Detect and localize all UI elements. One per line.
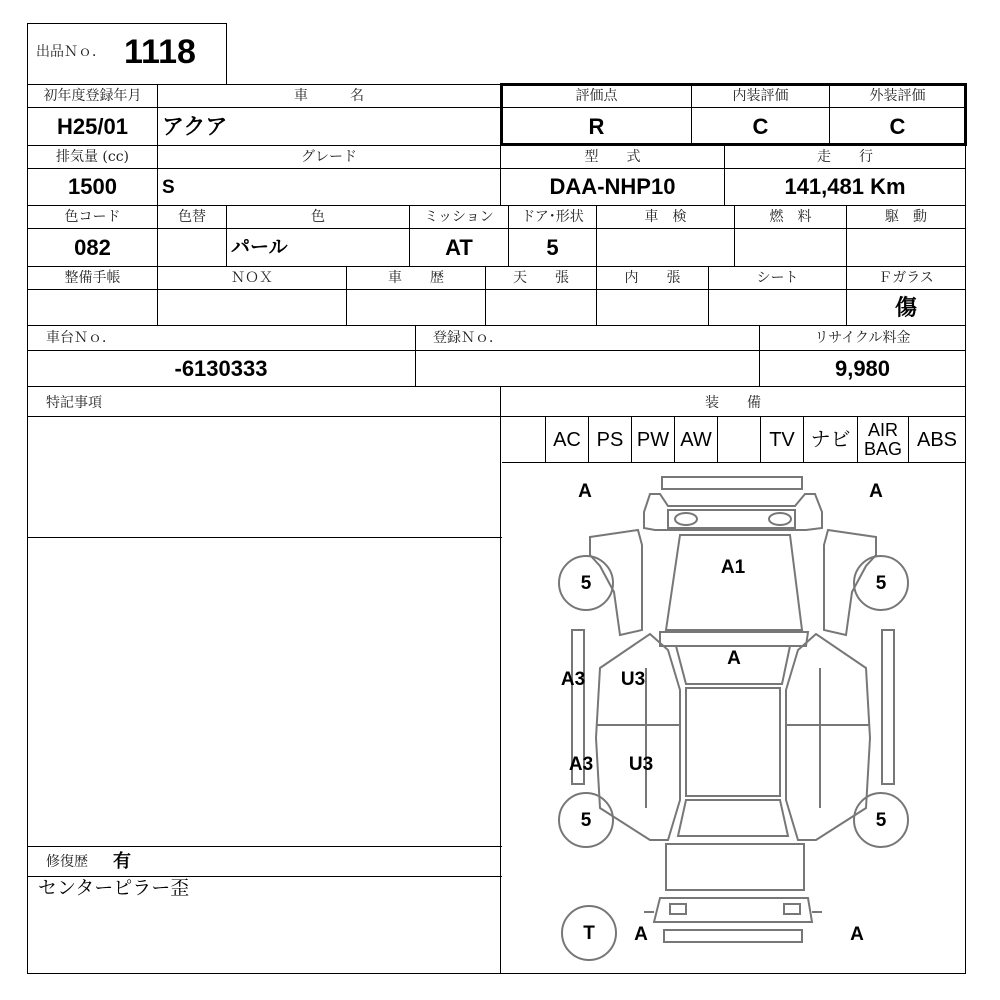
car-damage-diagram (503, 463, 965, 973)
seat-label: シート (756, 270, 799, 286)
transmission-label: ミッション (424, 209, 494, 225)
mark-left-front-door-u: U3 (620, 668, 646, 690)
exterior-value: C (889, 113, 906, 139)
equipment-item-blank (502, 417, 545, 462)
service-book-label: 整備手帳 (64, 270, 121, 286)
color-value: パール (231, 237, 288, 258)
service-book-value (27, 290, 158, 325)
interior-trim-value (597, 290, 708, 325)
seat-value (709, 290, 846, 325)
score-label: 評価点 (575, 88, 618, 104)
mark-left-rear-door-a: A3 (568, 753, 594, 775)
equipment-item-pw: PW (636, 428, 670, 451)
equipment-item-blank-2 (718, 417, 760, 462)
roof-label: 天 張 (513, 270, 569, 286)
displacement-label: 排気量 (cc) (55, 149, 130, 165)
equipment-item-tv: TV (769, 428, 795, 451)
lot-label: 出品Ｎｏ． (36, 44, 106, 60)
notes-label: 特記事項 (46, 395, 102, 411)
door-shape-value: 5 (546, 234, 559, 260)
mark-windshield: A (727, 647, 741, 669)
equipment-item-ac: AC (553, 428, 581, 451)
roof-value (486, 290, 596, 325)
mark-spare-tire: T (583, 922, 595, 944)
color-change-label: 色替 (178, 209, 206, 225)
interior-value: C (752, 113, 769, 139)
glass-value: 傷 (894, 294, 917, 321)
mileage-label: 走 行 (817, 149, 873, 165)
equipment-label: 装 備 (705, 395, 761, 411)
fuel-label: 燃 料 (769, 209, 812, 225)
mark-rear-left: A (634, 923, 648, 945)
first-reg-value: H25/01 (57, 113, 128, 139)
car-name-value: アクア (162, 113, 228, 139)
equipment-item-ps: PS (596, 428, 624, 451)
chassis-no-label: 車台Ｎｏ． (46, 330, 116, 346)
inspection-value (597, 229, 734, 266)
transmission-value: AT (445, 234, 473, 260)
displacement-value: 1500 (68, 174, 117, 199)
history-label: 車 歴 (388, 270, 444, 286)
reg-no-label: 登録Ｎｏ． (433, 330, 503, 346)
recycle-fee-value: 9,980 (834, 355, 891, 381)
mark-left-front-door-a: A3 (560, 668, 586, 690)
color-label: 色 (311, 209, 325, 225)
lot-number: 1118 (124, 33, 196, 71)
color-code-label: 色コード (64, 209, 121, 225)
history-value (347, 290, 485, 325)
grade-value: S (162, 176, 175, 198)
mark-rear-right: A (850, 923, 864, 945)
model-value: DAA-NHP10 (549, 174, 676, 199)
mark-tire-front-right: 5 (875, 572, 887, 594)
first-reg-label: 初年度登録年月 (43, 88, 142, 104)
mark-tire-rear-left: 5 (580, 809, 592, 831)
equipment-item-aw: AW (680, 428, 712, 451)
mark-front-left: A (578, 480, 592, 502)
interior-trim-label: 内 張 (624, 270, 681, 286)
repair-note: センターピラー歪 (38, 876, 190, 899)
fuel-value (735, 229, 846, 266)
door-shape-label: ドア･形状 (521, 209, 584, 225)
car-name-label: 車 名 (294, 88, 364, 104)
nox-value (158, 290, 346, 325)
equipment-item-airbag: AIR BAG (863, 419, 902, 459)
mark-hood: A1 (720, 556, 746, 578)
drive-label: 駆 動 (885, 209, 927, 225)
drive-value (847, 229, 965, 266)
mark-front-right: A (869, 480, 883, 502)
mileage-value: 141,481 Km (784, 174, 906, 199)
repair-history-label: 修復歴 (46, 854, 88, 870)
nox-label: ＮＯＸ (231, 270, 273, 286)
reg-no-value (416, 351, 759, 386)
chassis-no-value: -6130333 (174, 355, 268, 381)
score-value: R (588, 113, 605, 139)
inspection-label: 車 検 (644, 209, 687, 225)
mark-tire-front-left: 5 (580, 572, 592, 594)
repair-history-value: 有 (113, 851, 131, 872)
recycle-fee-label: リサイクル料金 (814, 330, 911, 346)
glass-label: Ｆガラス (878, 270, 934, 286)
interior-label: 内装評価 (732, 88, 789, 104)
color-change-value (158, 229, 226, 266)
mark-tire-rear-right: 5 (875, 809, 887, 831)
model-label: 型 式 (584, 149, 641, 165)
exterior-label: 外装評価 (869, 88, 926, 104)
equipment-item-abs: ABS (916, 428, 958, 451)
grade-label: グレード (301, 149, 357, 165)
color-code-value: 082 (74, 234, 111, 260)
equipment-item-navi: ナビ (810, 428, 851, 451)
mark-left-rear-door-u: U3 (628, 753, 654, 775)
